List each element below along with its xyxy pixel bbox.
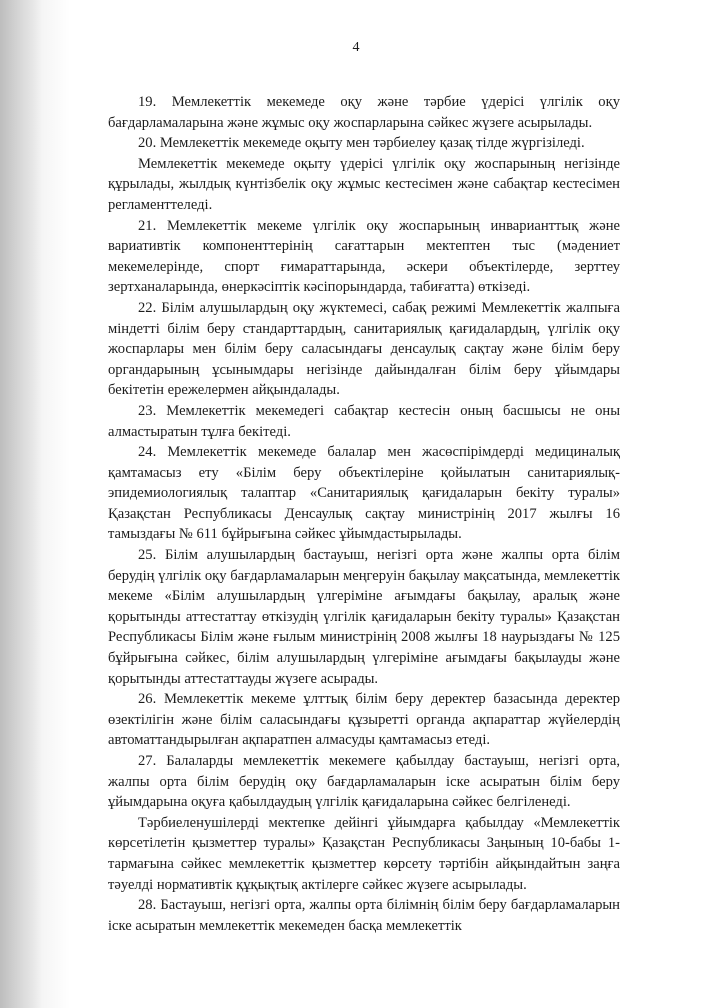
paragraph-24: 24. Мемлекеттік мекемеде балалар мен жасөспірімдерді медициналық қамтамасыз ету «Білім беру объектілеріне қойылатын санитариялық-эпидемиологиялық талаптар «Санитариялық қағидаларын бекіту туралы» Қазақстан Республикасы Денсаулық сақтау министрінің 2017 жылғы 16 тамыздағы № 611 бұйрығына сәйкес ұйымдастырылады. [108, 444, 620, 543]
paragraph-22: 22. Білім алушылардың оқу жүктемесі, сабақ режимі Мемлекеттік жалпыға міндетті білім беру стандарттардың, санитариялық қағидалардың, үлгілік оқу жоспарлары мен білім беру саласындағы денсаулық сақтау және білім беру органдарының ұсынымдары негізінде дайындалған білім беру ұйымдары бекітетін ережелермен айқындалады. [108, 299, 620, 399]
paragraph-26: 26. Мемлекеттік мекеме ұлттық білім беру деректер базасында деректер өзектілігін және білім саласындағы құзыретті органда ақпараттар жүйелердің автоматтандырылған ақпаратпен алмасуды қамтамасыз етеді. [108, 691, 620, 749]
paragraph-27: 27. Балаларды мемлекеттік мекемеге қабылдау бастауыш, негізгі орта, жалпы орта білім берудің оқу бағдарламаларын іске асыратын білім беру ұйымдарына оқуға қабылдаудың үлгілік қағидаларына сәйкес белгіленеді. [108, 753, 620, 811]
paragraph-25: 25. Білім алушылардың бастауыш, негізгі орта және жалпы орта білім берудің үлгілік оқу бағдарламаларын меңгеруін бақылау мақсатында, мемлекеттік мекеме «Білім алушылардың үлгеріміне ағымдағы бақылау, аралық және қорытынды аттестаттау өткізудің үлгілік қағидаларын бекіту туралы» Қазақстан Республикасы Білім және ғылым министрінің 2008 жылғы 18 наурыздағы № 125 бұйрығына сәйкес, білім алушылардың үлгеріміне ағымдағы бақылауды және қорытынды аттестаттауды жүзеге асырады. [108, 547, 620, 687]
paragraph-20-continuation: Мемлекеттік мекемеде оқыту үдерісі үлгілік оқу жоспарының негізінде құрылады, жылдық күнтізбелік оқу жұмыс кестесімен және сабақтар кестесімен регламенттеледі. [108, 155, 620, 213]
scan-edge-shadow [0, 0, 42, 1008]
page-number: 4 [352, 40, 360, 55]
paragraph-19: 19. Мемлекеттік мекемеде оқу және тәрбие үдерісі үлгілік оқу бағдарламаларына және жұмыс оқу жоспарларына сәйкес жүзеге асырылады. [108, 94, 620, 131]
paragraph-21: 21. Мемлекеттік мекеме үлгілік оқу жоспарының инварианттық және вариативтік компоненттерінің сағаттарын мектептен тыс (мәдениет мекемелерінде, спорт ғимараттарында, әскери объектілерде, зерттеу зертханаларында, өнеркәсіптік кәсіпорындарда, табиғатта) өткізеді. [108, 217, 620, 296]
paragraph-27-continuation: Тәрбиеленушілерді мектепке дейінгі ұйымдарға қабылдау «Мемлекеттік көрсетілетін қызметтер туралы» Қазақстан Республикасы Заңының 10-бабы 1-тармағына сәйкес мемлекеттік қызметтер көрсету тәртібін айқындайтын заңға тәуелді нормативтік құқықтық актілерге сәйкес жүзеге асырылады. [108, 814, 620, 893]
paragraph-23: 23. Мемлекеттік мекемедегі сабақтар кестесін оның басшысы не оны алмастыратын тұлға бекітеді. [108, 402, 620, 440]
document-body [108, 92, 620, 936]
paragraph-28: 28. Бастауыш, негізгі орта, жалпы орта білімнің білім беру бағдарламаларын іске асыратын мемлекеттік мекемеден басқа мемлекеттік [108, 897, 620, 934]
paragraph-20: 20. Мемлекеттік мекемеде оқыту мен тәрбиелеу қазақ тілде жүргізіледі. [138, 135, 585, 152]
